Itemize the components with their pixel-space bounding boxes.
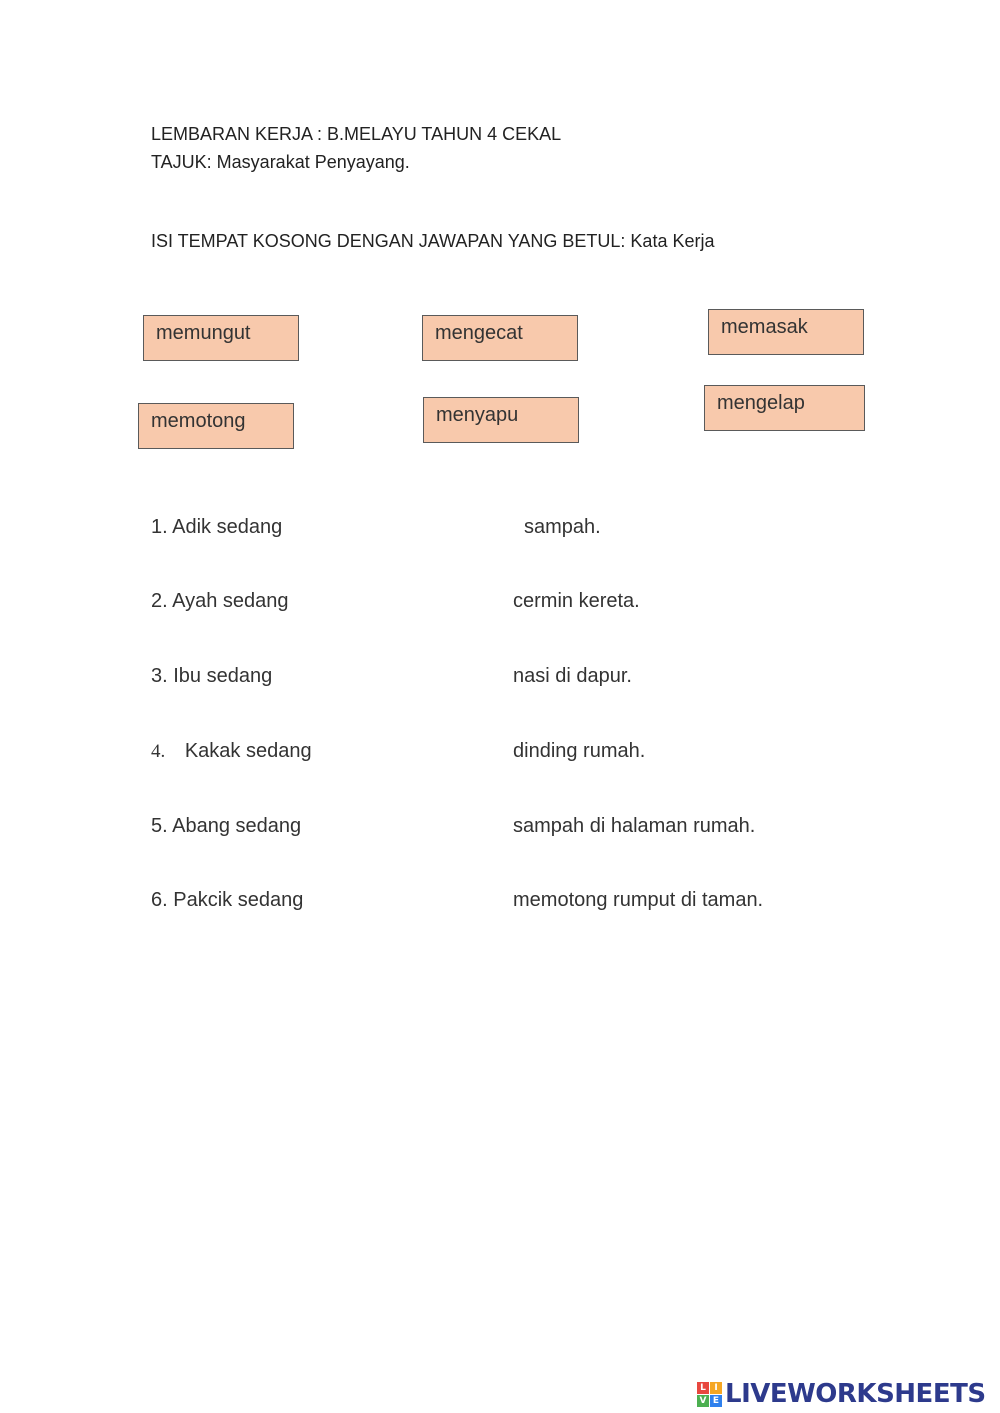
question-3-number: 3. <box>151 665 168 687</box>
worksheet-instruction: ISI TEMPAT KOSONG DENGAN JAWAPAN YANG BETUL: Kata Kerja <box>151 231 715 251</box>
question-3-rest: nasi di dapur. <box>513 665 632 687</box>
worksheet-topic: TAJUK: Masyarakat Penyayang. <box>151 152 410 172</box>
question-1-rest: sampah. <box>524 516 601 538</box>
logo-cell-l: L <box>697 1382 709 1394</box>
question-6-subject <box>151 889 303 912</box>
question-3-subject <box>151 665 272 688</box>
liveworksheets-logo <box>697 1380 986 1408</box>
question-6-subject-text: Pakcik sedang <box>173 889 304 911</box>
question-5-subject-text: Abang sedang <box>172 815 302 837</box>
question-5-subject <box>151 815 301 838</box>
logo-wordmark: LIVEWORKSHEETS <box>725 1379 986 1409</box>
question-2-number: 2. <box>151 590 168 612</box>
logo-cell-v: V <box>697 1395 709 1407</box>
word-option-memungut[interactable]: memungut <box>143 315 299 361</box>
word-option-mengelap[interactable]: mengelap <box>704 385 865 431</box>
question-4-rest: dinding rumah. <box>513 740 646 762</box>
question-3-subject-text: Ibu sedang <box>173 665 273 687</box>
worksheet-title: LEMBARAN KERJA : B.MELAYU TAHUN 4 CEKAL <box>151 124 562 144</box>
logo-cell-e: E <box>710 1395 722 1407</box>
word-option-memasak[interactable]: memasak <box>708 309 864 355</box>
question-5-rest: sampah di halaman rumah. <box>513 815 756 837</box>
logo-mark-icon <box>697 1382 722 1407</box>
question-2-subject-text: Ayah sedang <box>172 590 289 612</box>
word-option-memotong[interactable]: memotong <box>138 403 294 449</box>
question-2-rest: cermin kereta. <box>513 590 640 612</box>
question-1-subject-text: Adik sedang <box>172 516 283 538</box>
question-5-number: 5. <box>151 815 168 837</box>
question-4-number: 4. <box>151 741 166 762</box>
question-2-subject <box>151 590 289 613</box>
question-4-subject-text: Kakak sedang <box>184 740 312 762</box>
question-1-subject <box>151 516 282 539</box>
logo-cell-i: I <box>710 1382 722 1394</box>
question-4-subject <box>151 740 312 763</box>
question-6-number: 6. <box>151 889 168 911</box>
word-option-menyapu[interactable]: menyapu <box>423 397 579 443</box>
word-option-mengecat[interactable]: mengecat <box>422 315 578 361</box>
question-6-rest: memotong rumput di taman. <box>513 889 764 911</box>
question-1-number: 1. <box>151 516 168 538</box>
